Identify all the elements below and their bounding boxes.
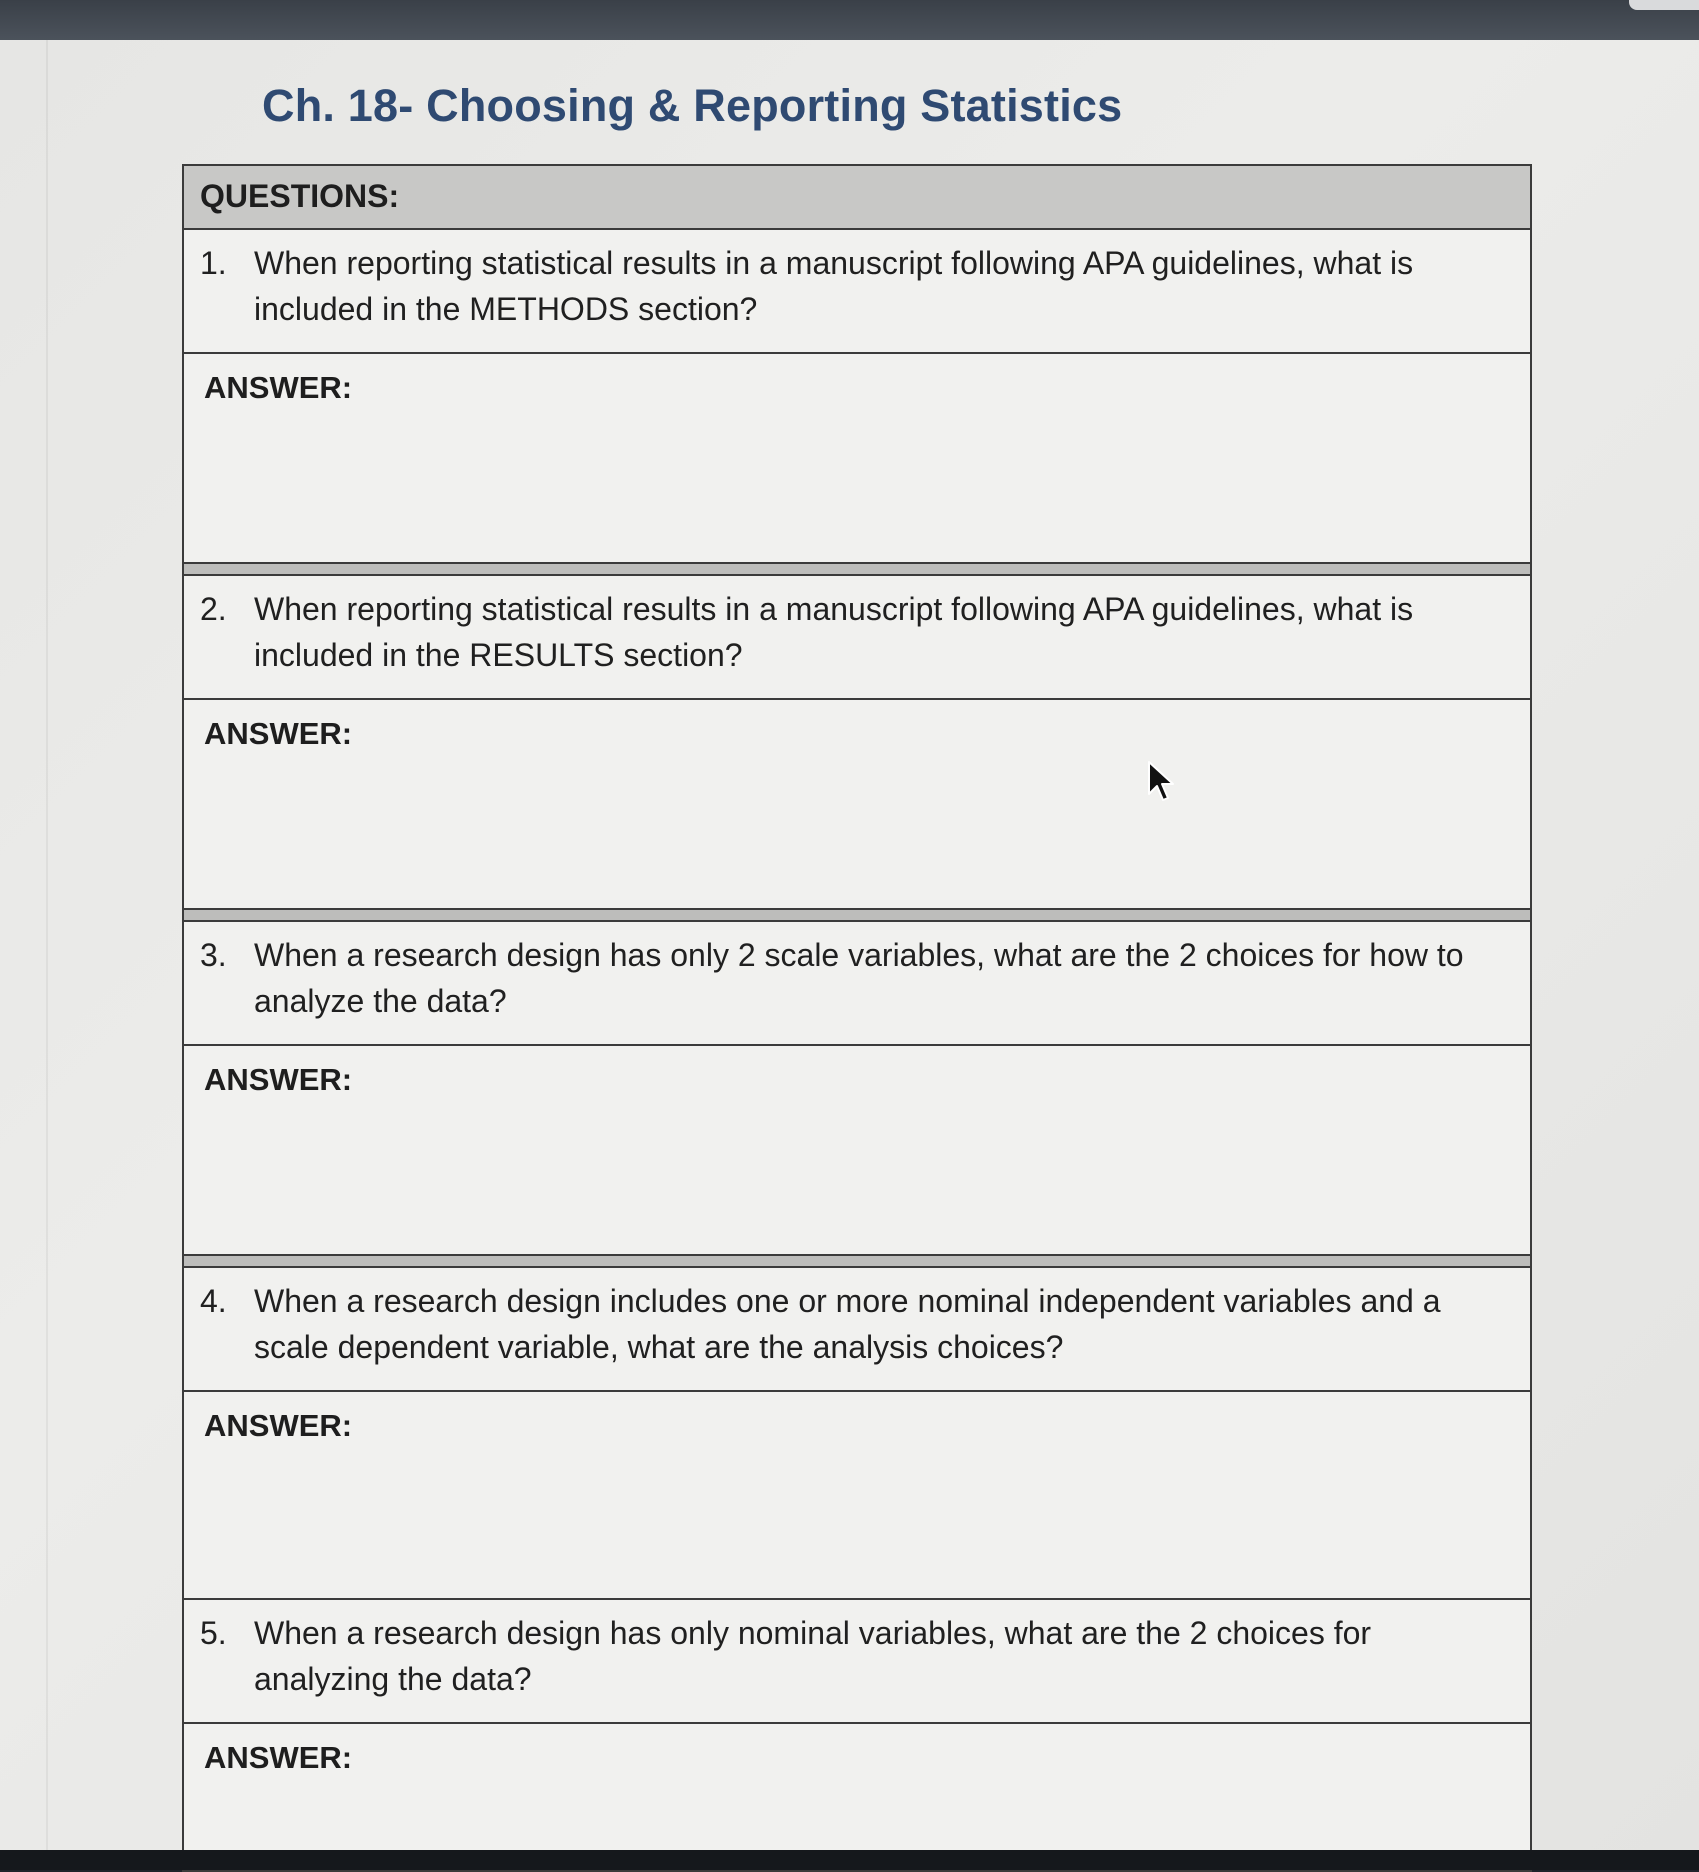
answer-4-box[interactable] — [184, 1392, 1530, 1600]
page-edge — [46, 40, 48, 1852]
page-title: Ch. 18- Choosing & Reporting Statistics — [262, 80, 1123, 131]
question-1 — [184, 230, 1530, 354]
monitor-corner — [1629, 0, 1699, 10]
question-5-text: When a research design has only nominal variables, what are the 2 choices for analyzing the data? — [254, 1615, 1372, 1697]
question-3-text: When a research design has only 2 scale variables, what are the 2 choices for how to analyze the data? — [254, 937, 1464, 1019]
question-4-number: 4. — [200, 1283, 227, 1319]
question-1-number: 1. — [200, 245, 227, 281]
document-page — [0, 40, 1699, 1852]
monitor-top-bar — [0, 0, 1699, 42]
answer-4-label: ANSWER: — [204, 1408, 353, 1443]
answer-2-label: ANSWER: — [204, 716, 353, 751]
question-1-text: When reporting statistical results in a manuscript following APA guidelines, what is included in the METHODS section? — [254, 245, 1414, 327]
questions-table — [182, 164, 1532, 1872]
question-2-text: When reporting statistical results in a manuscript following APA guidelines, what is included in the RESULTS section? — [254, 591, 1414, 673]
answer-2-box[interactable] — [184, 700, 1530, 908]
question-5 — [184, 1600, 1530, 1724]
answer-5-box[interactable] — [184, 1724, 1530, 1870]
answer-3-label: ANSWER: — [204, 1062, 353, 1097]
answer-5-label: ANSWER: — [204, 1740, 353, 1775]
answer-1-label: ANSWER: — [204, 370, 353, 405]
question-3-number: 3. — [200, 937, 227, 973]
question-2-number: 2. — [200, 591, 227, 627]
question-4-text: When a research design includes one or more nominal independent variables and a scale dependent variable, what are the analysis choices? — [254, 1283, 1441, 1365]
section-separator — [184, 562, 1530, 576]
question-2 — [184, 576, 1530, 700]
question-4 — [184, 1268, 1530, 1392]
questions-header: QUESTIONS: — [184, 166, 1530, 230]
monitor-bottom-bezel — [0, 1850, 1699, 1870]
mouse-pointer-icon — [1146, 760, 1180, 804]
answer-1-box[interactable] — [184, 354, 1530, 562]
question-5-number: 5. — [200, 1615, 227, 1651]
section-separator — [184, 1254, 1530, 1268]
section-separator — [184, 908, 1530, 922]
answer-3-box[interactable] — [184, 1046, 1530, 1254]
question-3 — [184, 922, 1530, 1046]
